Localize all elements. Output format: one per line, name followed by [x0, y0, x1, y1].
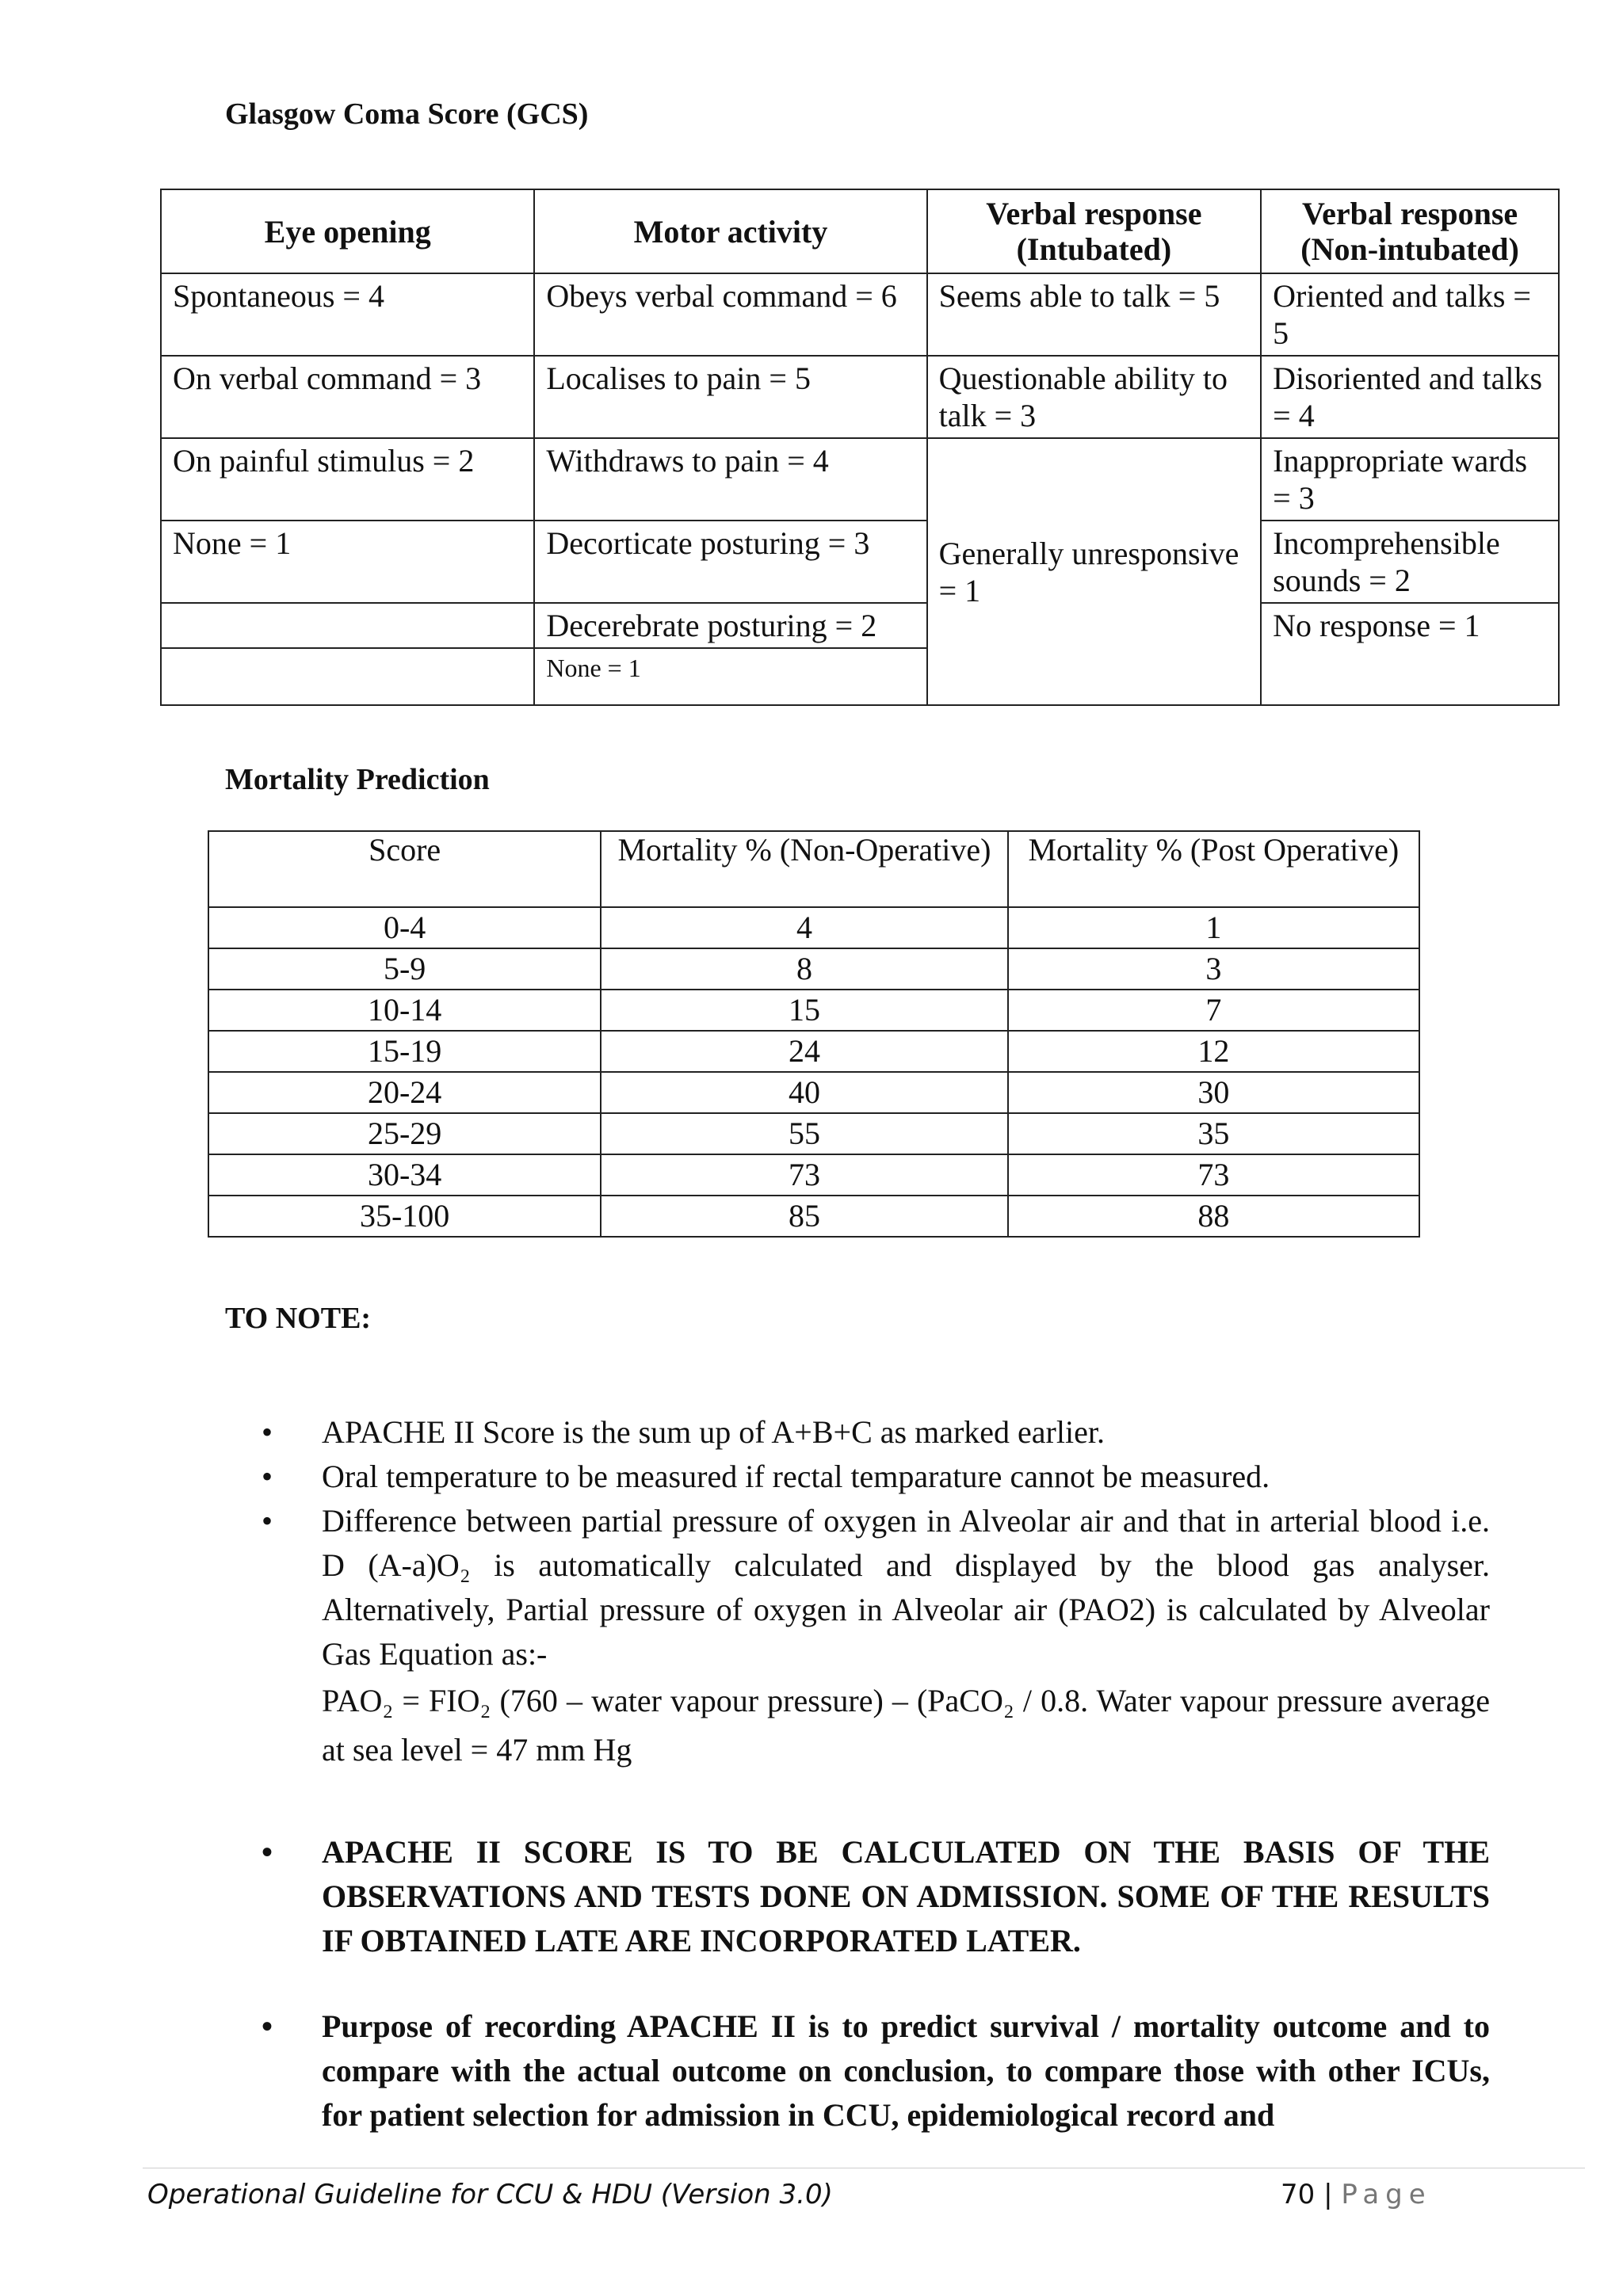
mortality-header-score: Score	[208, 831, 601, 907]
gcs-eye-cell: None = 1	[161, 521, 534, 603]
list-item	[238, 1410, 1490, 1455]
footer-document-title: Operational Guideline for CCU & HDU (Version 3.0)	[147, 2179, 833, 2210]
gcs-eye-cell: Spontaneous = 4	[161, 273, 534, 356]
note-text: APACHE II SCORE IS TO BE CALCULATED ON THE BASIS OF THE OBSERVATIONS AND TESTS DONE ON ADMISSION. SOME OF THE RESULTS IF OBTAINED LATE ARE INCORPORATED LATER.	[322, 1834, 1490, 1958]
table-row	[208, 990, 1419, 1031]
mortality-score-cell: 30-34	[208, 1154, 601, 1196]
gcs-header-motor: Motor activity	[534, 189, 926, 273]
alveolar-gas-equation: PAO₂ = FIO₂ (760 – water vapour pressure) – (PaCO₂ / 0.8. Water vapour pressure average at sea level = 47 mm Hg	[322, 1683, 1490, 1768]
gcs-motor-cell: Decerebrate posturing = 2	[534, 603, 926, 648]
gcs-verbal-non-intubated-cell: Disoriented and talks = 4	[1261, 356, 1559, 438]
table-row	[208, 1072, 1419, 1113]
gcs-eye-cell-empty	[161, 648, 534, 705]
note-text: Difference between partial pressure of oxygen in Alveolar air and that in arterial blood i.e. D (A-a)O₂ is automatically calculated and displayed by the blood gas analyser. Alternatively, Partial pressure of oxygen in Alveolar air (PAO2) is calculated by Alveolar Gas Equation as:-	[322, 1503, 1490, 1672]
gcs-motor-cell: Withdraws to pain = 4	[534, 438, 926, 521]
gcs-verbal-non-intubated-cell: Inappropriate wards = 3	[1261, 438, 1559, 521]
list-item	[238, 1830, 1490, 1963]
gcs-header-verbal-non-intubated: Verbal response (Non-intubated)	[1261, 189, 1559, 273]
mortality-title: Mortality Prediction	[225, 763, 490, 796]
gcs-motor-cell: Localises to pain = 5	[534, 356, 926, 438]
mortality-score-cell: 15-19	[208, 1031, 601, 1072]
gcs-table	[160, 189, 1560, 706]
table-row	[161, 438, 1559, 521]
notes-title: TO NOTE:	[225, 1302, 372, 1335]
note-text: Purpose of recording APACHE II is to predict survival / mortality outcome and to compare with the actual outcome on conclusion, to compare those with other ICUs, for patient selection for admission in CCU, epidemiological record and	[322, 2008, 1490, 2133]
gcs-motor-cell: None = 1	[534, 648, 926, 705]
mortality-header-post-operative: Mortality % (Post Operative)	[1008, 831, 1419, 907]
list-item	[238, 2004, 1490, 2138]
note-text: APACHE II Score is the sum up of A+B+C as marked earlier.	[322, 1414, 1105, 1450]
mortality-non-op-cell: 8	[601, 948, 1007, 990]
gcs-verbal-intubated-cell: Questionable ability to talk = 3	[927, 356, 1262, 438]
gcs-header-eye: Eye opening	[161, 189, 534, 273]
table-row	[208, 1196, 1419, 1237]
list-item	[238, 1455, 1490, 1499]
table-row	[208, 948, 1419, 990]
mortality-non-op-cell: 24	[601, 1031, 1007, 1072]
table-row	[208, 1154, 1419, 1196]
page-label: Page	[1341, 2179, 1432, 2210]
table-row	[161, 603, 1559, 648]
gcs-title: Glasgow Coma Score (GCS)	[225, 97, 589, 131]
mortality-non-op-cell: 40	[601, 1072, 1007, 1113]
table-row	[161, 356, 1559, 438]
footer-page-indicator	[1281, 2179, 1432, 2210]
notes-bullet-list-purpose	[238, 2004, 1490, 2138]
mortality-post-op-cell: 7	[1008, 990, 1419, 1031]
gcs-verbal-non-intubated-cell: Oriented and talks = 5	[1261, 273, 1559, 356]
mortality-post-op-cell: 73	[1008, 1154, 1419, 1196]
table-row	[208, 1031, 1419, 1072]
table-row	[161, 521, 1559, 603]
gcs-eye-cell: On painful stimulus = 2	[161, 438, 534, 521]
mortality-non-op-cell: 15	[601, 990, 1007, 1031]
mortality-score-cell: 35-100	[208, 1196, 601, 1237]
mortality-post-op-cell: 1	[1008, 907, 1419, 948]
gcs-verbal-non-intubated-cell: Incomprehensible sounds = 2	[1261, 521, 1559, 603]
mortality-header-row	[208, 831, 1419, 907]
mortality-score-cell: 0-4	[208, 907, 601, 948]
table-row	[208, 1113, 1419, 1154]
gcs-header-row	[161, 189, 1559, 273]
page-number: 70	[1281, 2179, 1316, 2210]
mortality-non-op-cell: 85	[601, 1196, 1007, 1237]
mortality-post-op-cell: 88	[1008, 1196, 1419, 1237]
table-row	[161, 273, 1559, 356]
notes-bullet-list	[238, 1410, 1490, 1775]
mortality-score-cell: 25-29	[208, 1113, 601, 1154]
gcs-eye-cell: On verbal command = 3	[161, 356, 534, 438]
mortality-score-cell: 5-9	[208, 948, 601, 990]
gcs-eye-cell-empty	[161, 603, 534, 648]
mortality-table	[208, 830, 1420, 1238]
mortality-score-cell: 10-14	[208, 990, 601, 1031]
gcs-verbal-intubated-cell: Seems able to talk = 5	[927, 273, 1262, 356]
page-separator: |	[1323, 2179, 1333, 2210]
mortality-post-op-cell: 30	[1008, 1072, 1419, 1113]
mortality-post-op-cell: 35	[1008, 1113, 1419, 1154]
list-item	[238, 1499, 1490, 1775]
mortality-non-op-cell: 4	[601, 907, 1007, 948]
mortality-post-op-cell: 3	[1008, 948, 1419, 990]
note-text: Oral temperature to be measured if rectal temparature cannot be measured.	[322, 1459, 1270, 1494]
notes-bullet-list-bold	[238, 1830, 1490, 1963]
table-row	[208, 907, 1419, 948]
mortality-post-op-cell: 12	[1008, 1031, 1419, 1072]
gcs-header-verbal-intubated: Verbal response (Intubated)	[927, 189, 1262, 273]
gcs-verbal-intubated-cell: Generally unresponsive = 1	[927, 438, 1262, 705]
mortality-non-op-cell: 55	[601, 1113, 1007, 1154]
gcs-motor-cell: Obeys verbal command = 6	[534, 273, 926, 356]
mortality-non-op-cell: 73	[601, 1154, 1007, 1196]
gcs-motor-cell: Decorticate posturing = 3	[534, 521, 926, 603]
mortality-score-cell: 20-24	[208, 1072, 601, 1113]
gcs-verbal-non-intubated-cell: No response = 1	[1261, 603, 1559, 705]
mortality-header-non-operative: Mortality % (Non-Operative)	[601, 831, 1007, 907]
